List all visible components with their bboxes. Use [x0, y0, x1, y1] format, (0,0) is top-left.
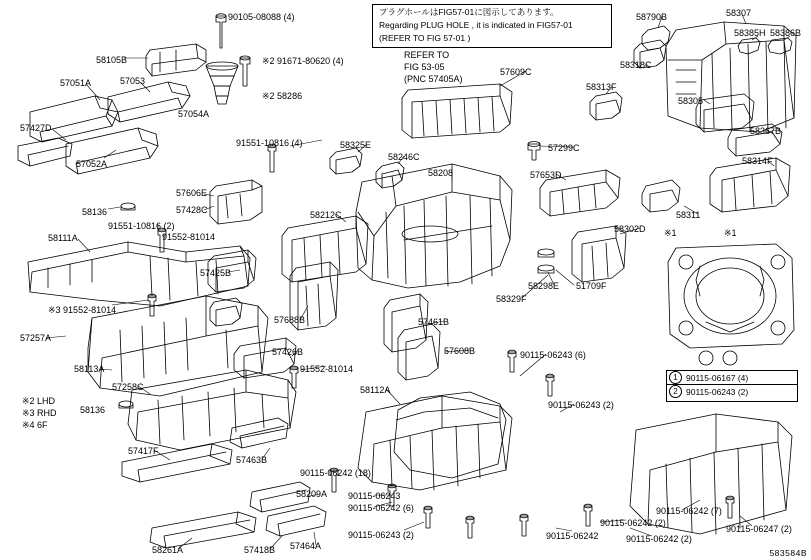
- part-label-58212c: 58212C: [310, 210, 342, 220]
- part-label-90115062432: 90115-06243 (2): [548, 400, 614, 410]
- part-label-58209a: 58209A: [296, 489, 328, 499]
- part-label-90105080884: 90105-08088 (4): [228, 12, 295, 22]
- legend-text-2: 90115-06243 (2): [686, 386, 749, 397]
- part-label-58367b: 58367B: [750, 126, 782, 136]
- part-label-58105b: 58105B: [96, 55, 128, 65]
- part-label-58385h: 58385H: [734, 28, 766, 38]
- part-label-58261a: 58261A: [152, 545, 184, 555]
- part-label-57608b: 57608B: [444, 346, 476, 356]
- diagram-footer-code: 583584B: [769, 548, 807, 558]
- footnote-rhd: ※3 RHD: [22, 408, 57, 418]
- part-label-58113a: 58113A: [74, 364, 105, 374]
- part-label-58305: 58305: [678, 96, 704, 106]
- part-label-57417f: 57417F: [128, 446, 159, 456]
- part-label-58313f: 58313F: [586, 82, 617, 92]
- part-label-58246c: 58246C: [388, 152, 420, 162]
- part-label-90115062436: 90115-06243 (6): [520, 350, 586, 360]
- part-label-57464a: 57464A: [290, 541, 322, 551]
- part-label-258286: ※2 58286: [262, 91, 303, 101]
- part-label-58112a: 58112A: [360, 385, 391, 395]
- part-label-58136: 58136: [80, 405, 106, 415]
- plug-hole-note-box: [372, 4, 612, 48]
- part-label-1: ※1: [724, 228, 737, 238]
- part-label-57463b: 57463B: [236, 455, 268, 465]
- part-label-9011506243: 90115-06243: [348, 491, 401, 501]
- part-label-90115062422: 90115-06242 (2): [600, 518, 666, 528]
- part-label-58307: 58307: [726, 8, 752, 18]
- footnote-6f: ※4 6F: [22, 420, 48, 430]
- part-label-57426b: 57426B: [272, 347, 304, 357]
- part-label-57054a: 57054A: [178, 109, 210, 119]
- part-label-39155281014: ※3 91552-81014: [48, 305, 117, 315]
- part-label-58311: 58311: [676, 210, 701, 220]
- note-ref: (REFER TO FIG 57-01 ): [379, 33, 471, 43]
- note-en: Regarding PLUG HOLE , it is indicated in FIG57-01: [379, 20, 573, 30]
- part-label-58302d: 58302D: [614, 224, 646, 234]
- part-label-90115062472: 90115-06247 (2): [726, 524, 792, 534]
- part-label-57688b: 57688B: [274, 315, 306, 325]
- part-label-90115062426: 90115-06242 (6): [348, 503, 414, 513]
- part-label-90115062427: 90115-06242 (7): [656, 506, 722, 516]
- fastener-legend: [666, 370, 798, 402]
- part-label-58298e: 58298E: [528, 281, 560, 291]
- part-label-291671806204: ※2 91671-80620 (4): [262, 56, 344, 66]
- part-label-57299c: 57299C: [548, 143, 580, 153]
- legend-row-1: [667, 371, 797, 384]
- part-label-9011506242: 90115-06242: [546, 531, 599, 541]
- legend-mark-1: 1: [669, 371, 682, 384]
- part-label-9155281014: 91552-81014: [300, 364, 354, 374]
- part-label-57653d: 57653D: [530, 170, 562, 180]
- part-label-58329f: 58329F: [496, 294, 527, 304]
- refer-to-line1: REFER TO: [404, 50, 450, 60]
- part-label-90115062422: 90115-06242 (2): [626, 534, 692, 544]
- part-label-57425b: 57425B: [200, 268, 232, 278]
- part-label-58790b: 58790B: [636, 12, 668, 22]
- part-label-58318c: 58318C: [620, 60, 652, 70]
- part-label-57053: 57053: [120, 76, 146, 86]
- part-label-58208: 58208: [428, 168, 454, 178]
- legend-mark-2: 2: [669, 385, 682, 398]
- part-label-901150624218: 90115-06242 (18): [300, 468, 371, 478]
- part-label-58111a: 58111A: [48, 233, 78, 243]
- part-label-57428c: 57428C: [176, 205, 208, 215]
- footnote-lhd: ※2 LHD: [22, 396, 56, 406]
- part-label-57052a: 57052A: [76, 159, 108, 169]
- part-label-58386b: 58386B: [770, 28, 802, 38]
- part-label-57418b: 57418B: [244, 545, 276, 555]
- part-label-51709f: 51709F: [576, 281, 607, 291]
- part-label-91551108162: 91551-10816 (2): [108, 221, 175, 231]
- legend-row-2: [667, 384, 797, 398]
- note-jp: プラグホールはFIG57-01に図示してあります。: [379, 7, 559, 17]
- part-label-57051a: 57051A: [60, 78, 92, 88]
- part-label-57258c: 57258C: [112, 382, 144, 392]
- legend-text-1: 90115-06167 (4): [686, 372, 749, 383]
- part-label-57257a: 57257A: [20, 333, 52, 343]
- part-label-90115062432: 90115-06243 (2): [348, 530, 414, 540]
- refer-to-line3: (PNC 57405A): [404, 74, 463, 84]
- part-label-57461b: 57461B: [418, 317, 450, 327]
- part-label-57606e: 57606E: [176, 188, 208, 198]
- part-label-1: ※1: [664, 228, 677, 238]
- part-label-57427d: 57427D: [20, 123, 52, 133]
- part-label-57609c: 57609C: [500, 67, 532, 77]
- part-label-9155281014: 91552-81014: [162, 232, 216, 242]
- part-label-91551108164: 91551-10816 (4): [236, 138, 303, 148]
- part-label-58136: 58136: [82, 207, 108, 217]
- part-label-58325e: 58325E: [340, 140, 372, 150]
- part-label-58314f: 58314F: [742, 156, 773, 166]
- refer-to-line2: FIG 53-05: [404, 62, 445, 72]
